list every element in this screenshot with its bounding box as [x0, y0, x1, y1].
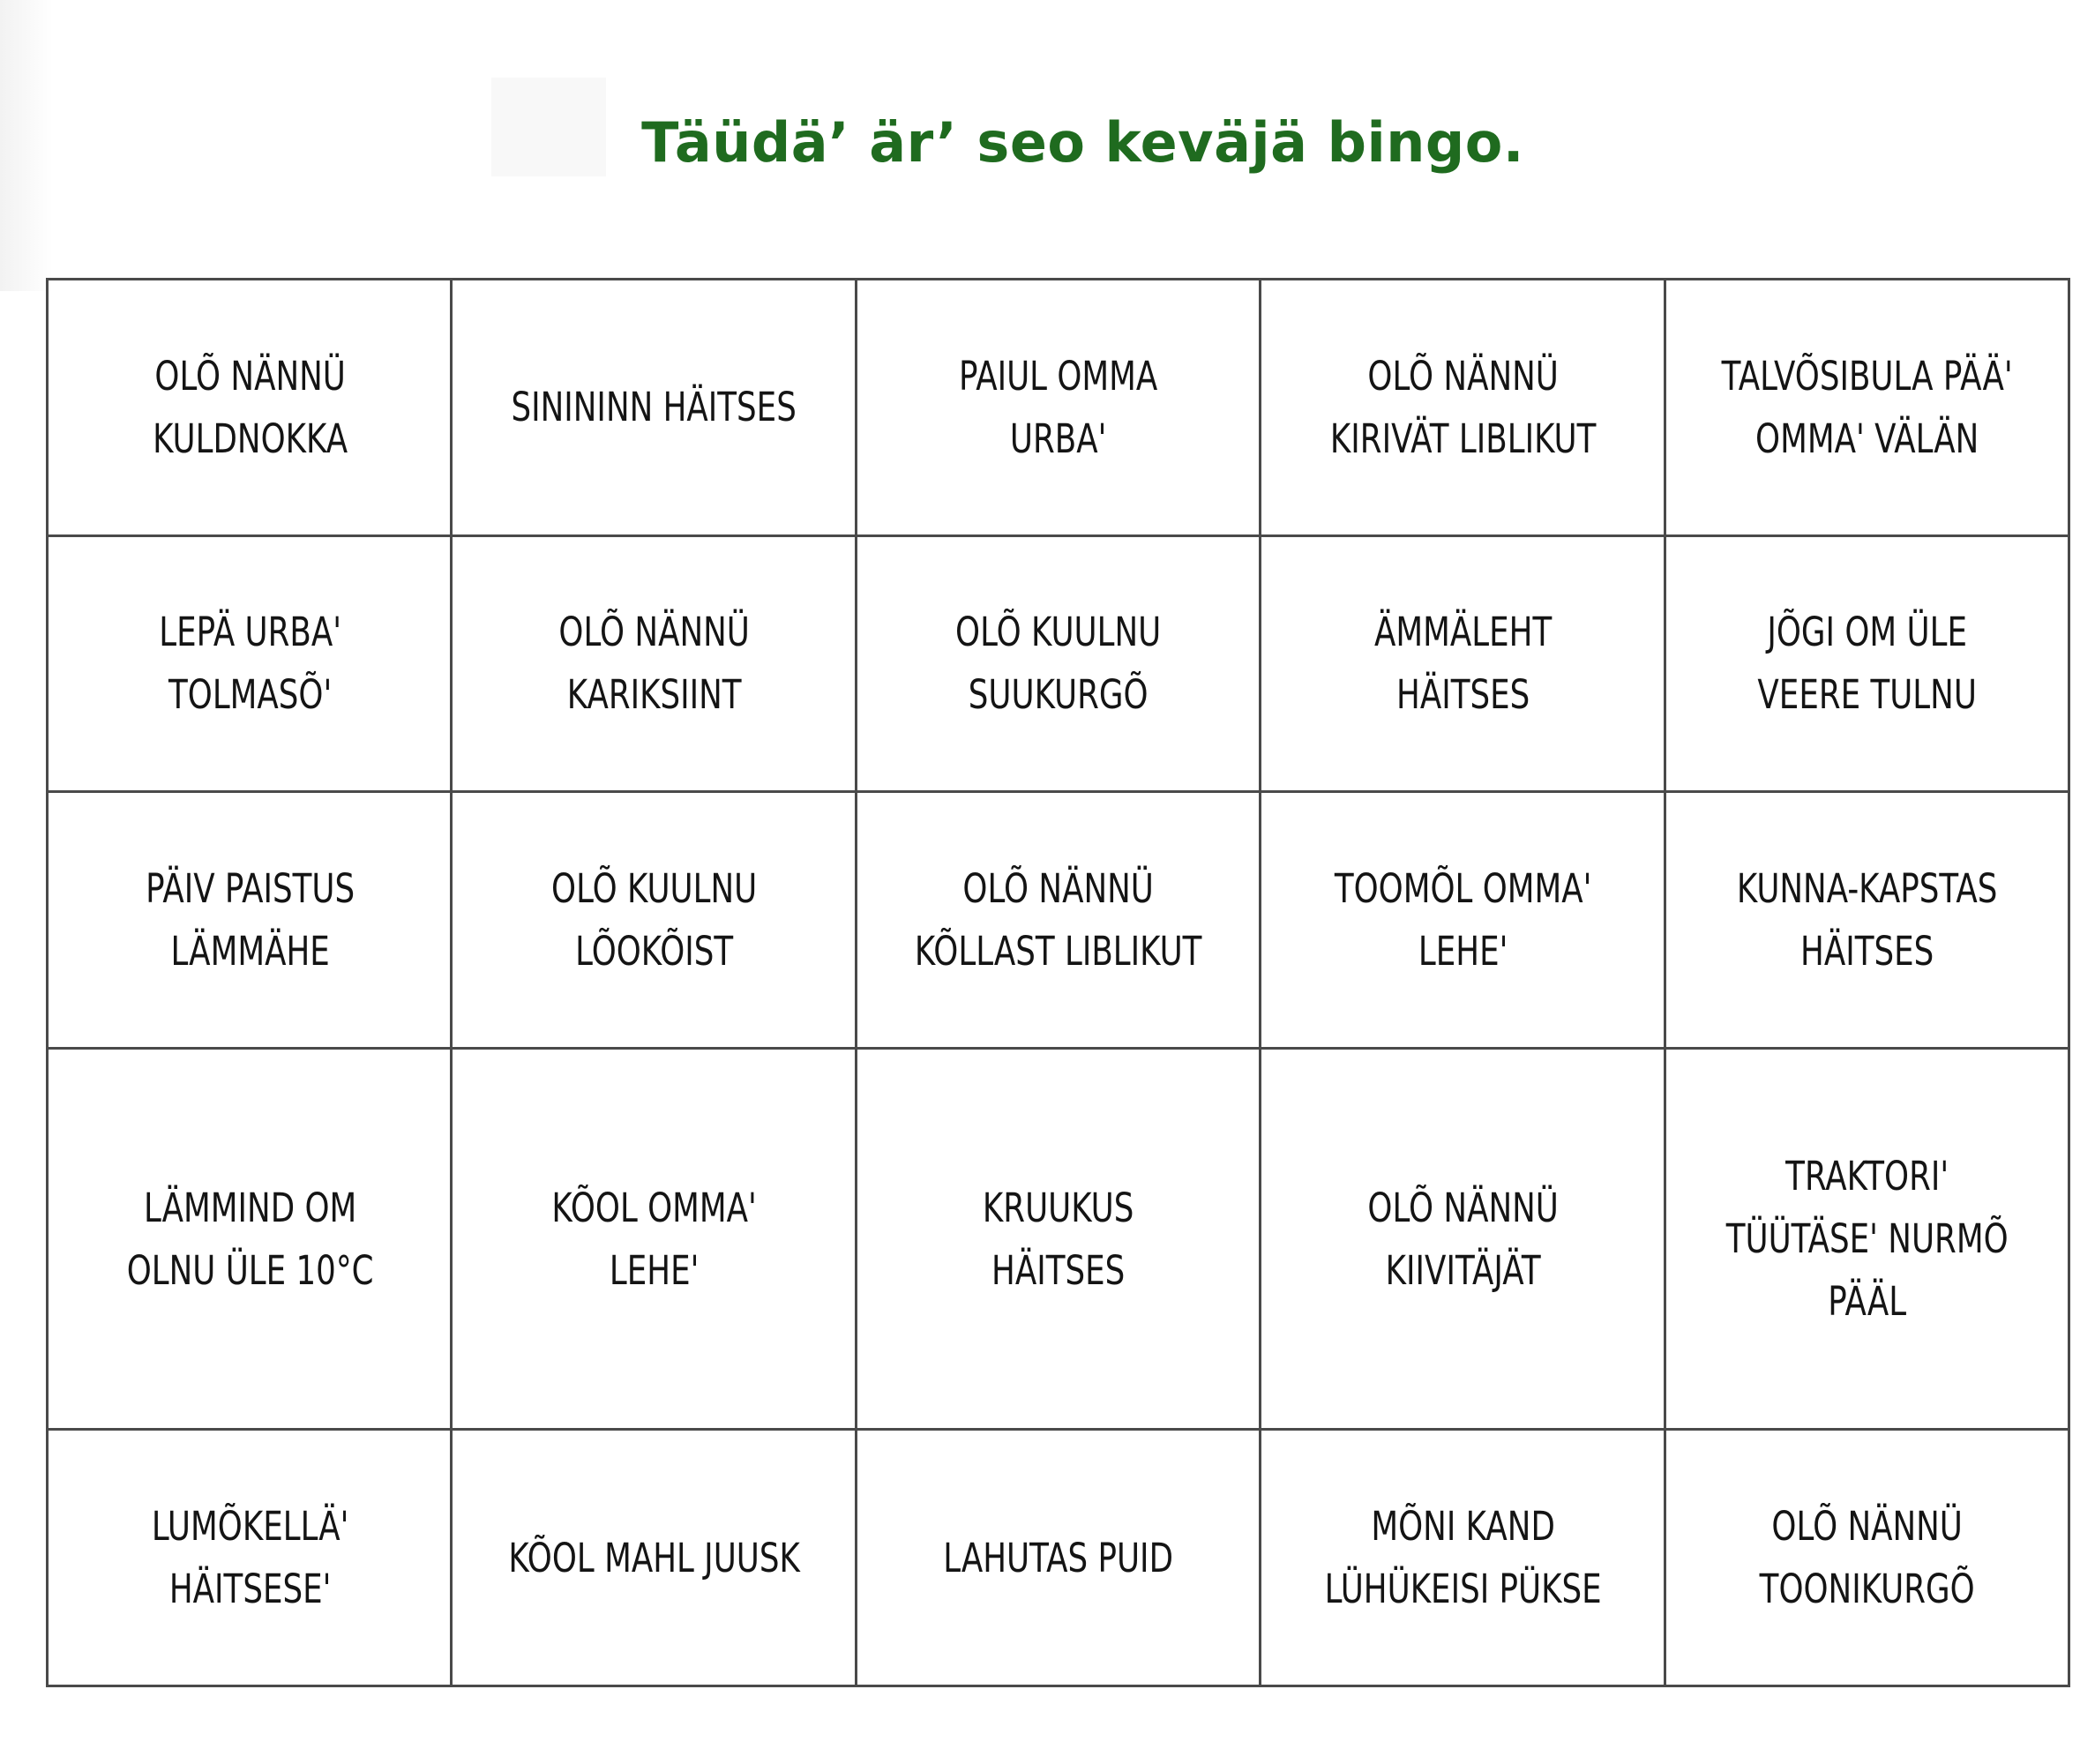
- bingo-cell-label: MÕNI KAND LÜHÜKEISI PÜKSE: [1323, 1503, 1601, 1613]
- bingo-cell-label: KUNNA-KAPSTAS HÄITSES: [1736, 864, 1998, 975]
- bingo-cell[interactable]: [67, 1430, 431, 1686]
- bingo-cell[interactable]: [1281, 792, 1645, 1049]
- bingo-row: [48, 792, 2069, 1049]
- bingo-cell[interactable]: [1685, 1430, 2049, 1686]
- page-title: Täüdä’ är’ seo keväjä bingo.: [641, 110, 1524, 175]
- bingo-row: [48, 1048, 2069, 1430]
- bingo-cell-label: OLÕ NÄNNÜ KIRIVÄT LIBLIKUT: [1329, 352, 1596, 462]
- bingo-cell[interactable]: [472, 280, 836, 536]
- bingo-cell[interactable]: [1685, 535, 2049, 792]
- bingo-cell-label: OLÕ NÄNNÜ KULDNOKKA: [152, 352, 348, 462]
- bingo-cell[interactable]: [1281, 280, 1645, 536]
- bingo-cell-label: LÄMMIND OM OLNU ÜLE 10°C: [125, 1184, 373, 1294]
- bingo-cell[interactable]: [876, 1430, 1240, 1686]
- bingo-cell-label: TALVÕSIBULA PÄÄ' OMMA' VÄLÄN: [1721, 352, 2013, 462]
- bingo-row: [48, 280, 2069, 536]
- bingo-cell[interactable]: [472, 1430, 836, 1686]
- bingo-cell-label: PAIUL OMMA URBA': [958, 352, 1158, 462]
- bingo-grid: [46, 278, 2070, 1687]
- bingo-cell-label: OLÕ NÄNNÜ KIIVITÄJÄT: [1366, 1184, 1559, 1294]
- bingo-cell[interactable]: [67, 280, 431, 536]
- bingo-cell-label: PÄIV PAISTUS LÄMMÄHE: [145, 864, 355, 975]
- bingo-cell-label: OLÕ KUULNU SUUKURGÕ: [954, 609, 1162, 719]
- bingo-cell[interactable]: [67, 535, 431, 792]
- bingo-cell[interactable]: [876, 535, 1240, 792]
- bingo-cell-label: KÕOL MAHL JUUSK: [507, 1534, 800, 1581]
- bingo-row: [48, 535, 2069, 792]
- bingo-cell-label: LAHUTAS PUID: [943, 1534, 1173, 1581]
- bingo-cell-label: LUMÕKELLÄ' HÄITSESE': [150, 1503, 348, 1613]
- bingo-cell[interactable]: [1685, 1048, 2049, 1430]
- bingo-cell-label: JÕGI OM ÜLE VEERE TULNU: [1757, 609, 1977, 719]
- bingo-cell-label: OLÕ KUULNU LÕOKÕIST: [550, 864, 757, 975]
- bingo-row: [48, 1430, 2069, 1686]
- bingo-cell-label: KÕOL OMMA' LEHE': [550, 1184, 757, 1294]
- bingo-cell[interactable]: [472, 535, 836, 792]
- bingo-cell[interactable]: [876, 280, 1240, 536]
- bingo-cell[interactable]: [1281, 1430, 1645, 1686]
- bingo-cell-label: SINININN HÄITSES: [511, 384, 797, 431]
- bingo-cell[interactable]: [1685, 792, 2049, 1049]
- bingo-cell[interactable]: [472, 792, 836, 1049]
- bingo-cell[interactable]: [1685, 280, 2049, 536]
- bingo-cell[interactable]: [67, 792, 431, 1049]
- bingo-cell[interactable]: [876, 1048, 1240, 1430]
- bingo-cell-label: LEPÄ URBA' TOLMASÕ': [158, 609, 341, 719]
- bingo-cell-label: ÄMMÄLEHT HÄITSES: [1373, 609, 1552, 719]
- bingo-cell-label: KRUUKUS HÄITSES: [982, 1184, 1134, 1294]
- bingo-cell[interactable]: [472, 1048, 836, 1430]
- bingo-cell[interactable]: [67, 1048, 431, 1430]
- bingo-cell-label: TOOMÕL OMMA' LEHE': [1334, 864, 1591, 975]
- bingo-cell-label: TRAKTORI' TÜÜTÄSE' NURMÕ PÄÄL: [1725, 1153, 2009, 1325]
- bingo-cell-label: OLÕ NÄNNÜ KARIKSIINT: [557, 609, 750, 719]
- bingo-cell-label: OLÕ NÄNNÜ TOONIKURGÕ: [1759, 1503, 1975, 1613]
- bingo-cell[interactable]: [1281, 1048, 1645, 1430]
- bingo-cell[interactable]: [876, 792, 1240, 1049]
- bingo-cell[interactable]: [1281, 535, 1645, 792]
- bingo-cell-label: OLÕ NÄNNÜ KÕLLAST LIBLIKUT: [914, 864, 1202, 975]
